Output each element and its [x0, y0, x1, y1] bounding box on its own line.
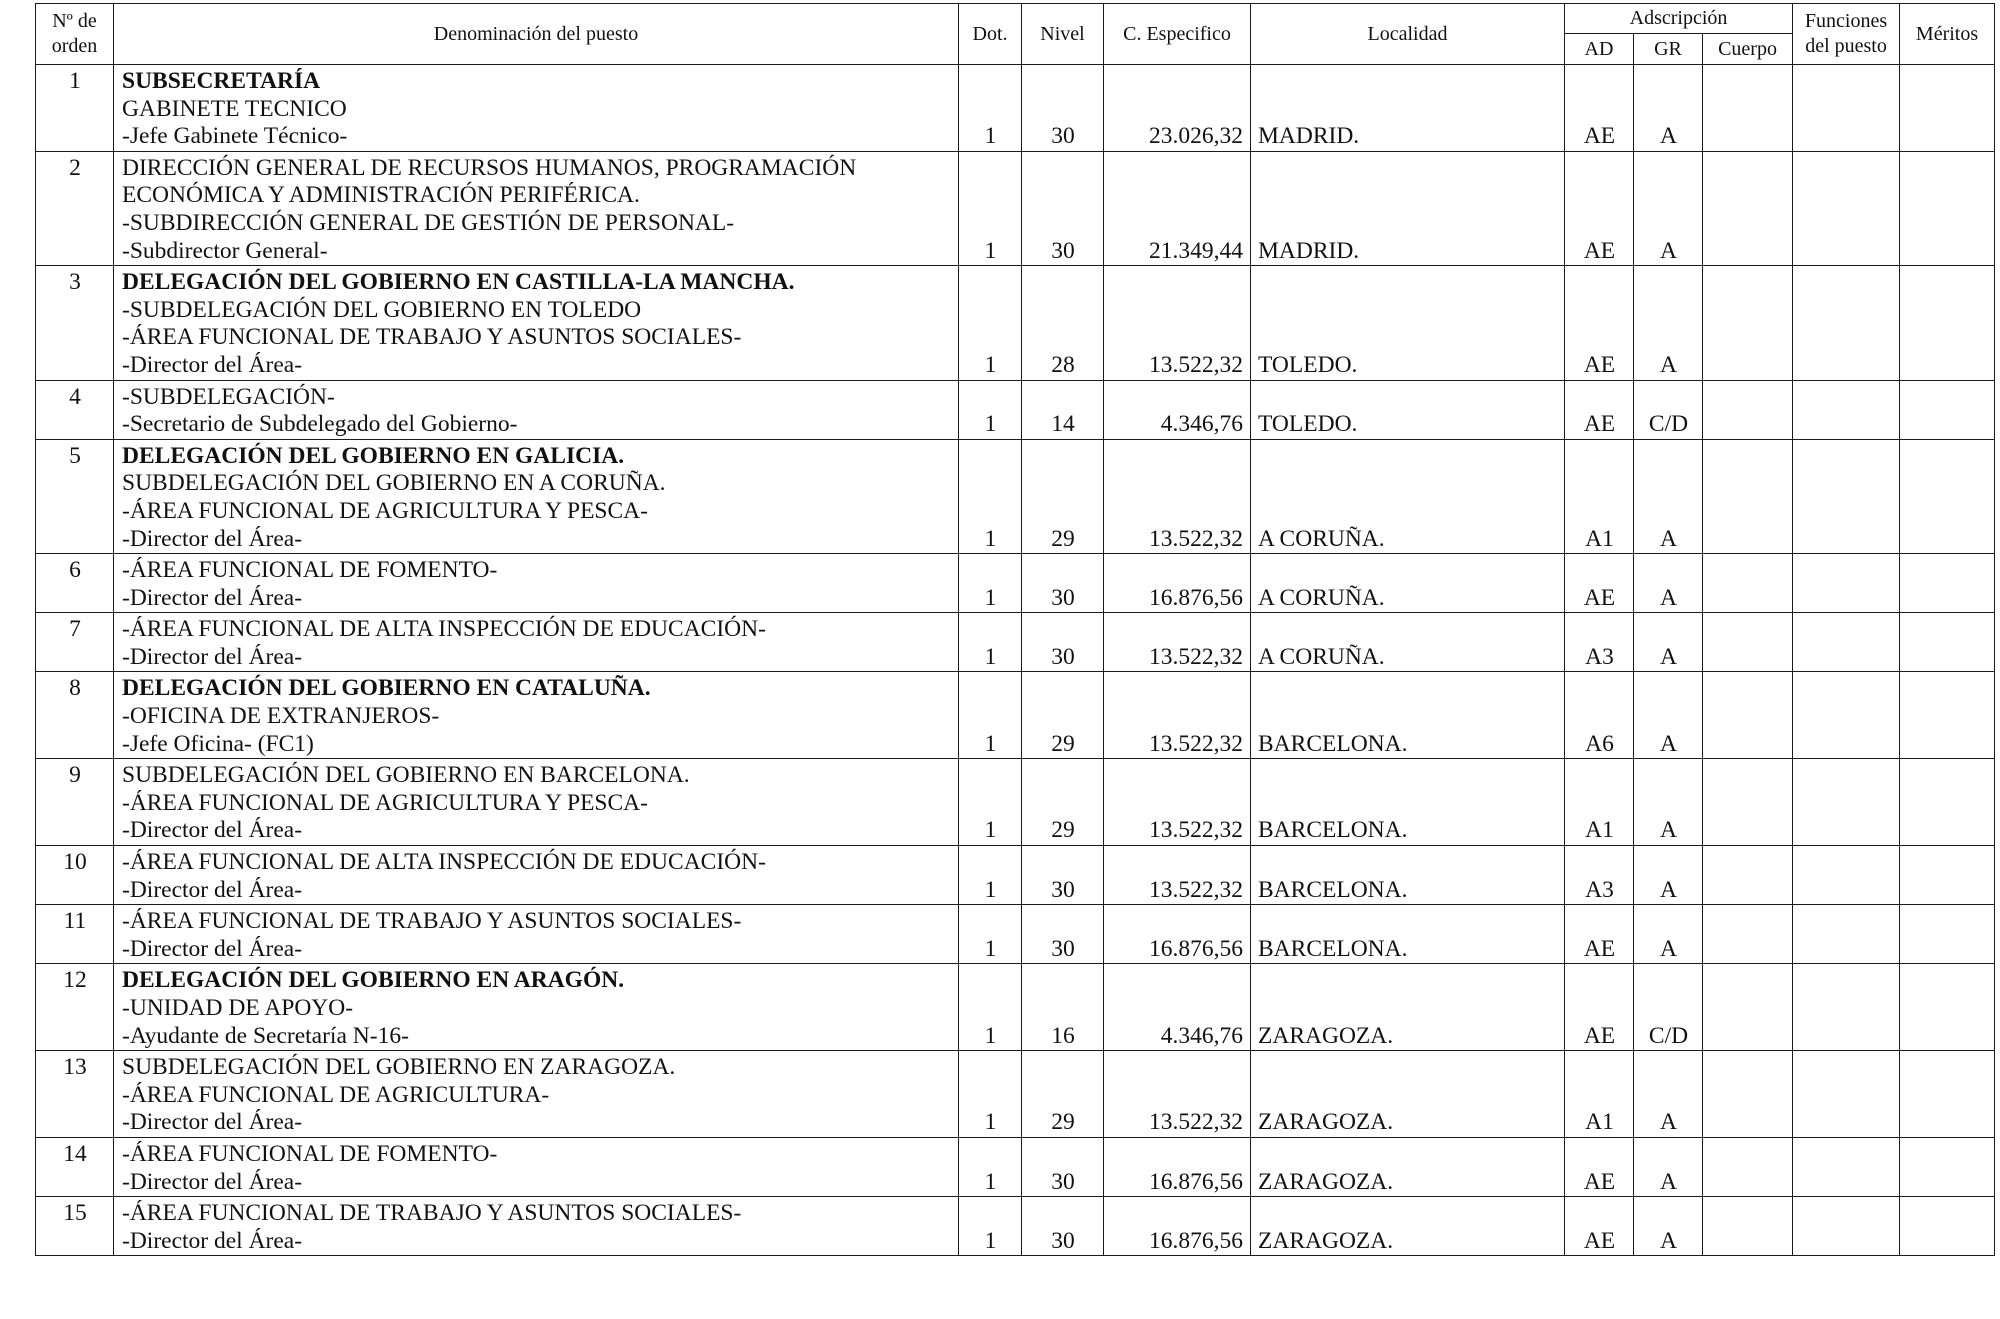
- denominacion-line: -SUBDELEGACIÓN DEL GOBIERNO EN TOLEDO: [122, 296, 642, 323]
- cell-meritos: [1900, 151, 1995, 265]
- cell-dot: 1: [959, 1197, 1022, 1256]
- denominacion-line: -ÁREA FUNCIONAL DE AGRICULTURA Y PESCA-: [122, 789, 648, 816]
- cell-ad: A1: [1565, 439, 1634, 553]
- cell-ad: A6: [1565, 672, 1634, 759]
- cell-orden: 5: [36, 439, 114, 553]
- cell-gr: C/D: [1634, 964, 1703, 1051]
- denominacion-line: SUBDELEGACIÓN DEL GOBIERNO EN A CORUÑA.: [122, 470, 666, 497]
- denominacion-line: -Director del Área-: [122, 1227, 303, 1254]
- table-row: [36, 1137, 1995, 1196]
- cell-funciones: [1793, 439, 1900, 553]
- cell-c-especifico: 16.876,56: [1104, 554, 1251, 613]
- table-row: [36, 964, 1995, 1051]
- denominacion-line: -Jefe Gabinete Técnico-: [122, 123, 348, 150]
- cell-orden: 11: [36, 905, 114, 964]
- cell-c-especifico: 13.522,32: [1104, 613, 1251, 672]
- cell-localidad: TOLEDO.: [1251, 380, 1565, 439]
- col-header-localidad: Localidad: [1251, 4, 1565, 65]
- cell-meritos: [1900, 266, 1995, 380]
- denominacion-line: -SUBDELEGACIÓN-: [122, 383, 335, 410]
- cell-localidad: ZARAGOZA.: [1251, 1051, 1565, 1138]
- col-header-adscripcion: Adscripción: [1565, 4, 1793, 34]
- col-header-gr: GR: [1634, 34, 1703, 65]
- cell-funciones: [1793, 1197, 1900, 1256]
- table-row: [36, 1051, 1995, 1138]
- cell-localidad: MADRID.: [1251, 65, 1565, 152]
- cell-localidad: A CORUÑA.: [1251, 439, 1565, 553]
- cell-nivel: 16: [1022, 964, 1104, 1051]
- cell-cuerpo: [1703, 151, 1793, 265]
- cell-dot: 1: [959, 439, 1022, 553]
- cell-ad: AE: [1565, 905, 1634, 964]
- table-row: [36, 380, 1995, 439]
- cell-ad: A3: [1565, 613, 1634, 672]
- cell-funciones: [1793, 613, 1900, 672]
- cell-funciones: [1793, 759, 1900, 846]
- cell-cuerpo: [1703, 964, 1793, 1051]
- cell-ad: AE: [1565, 1137, 1634, 1196]
- cell-orden: 8: [36, 672, 114, 759]
- cell-ad: AE: [1565, 266, 1634, 380]
- cell-dot: 1: [959, 759, 1022, 846]
- cell-c-especifico: 4.346,76: [1104, 964, 1251, 1051]
- table-row: [36, 439, 1995, 553]
- cell-meritos: [1900, 380, 1995, 439]
- cell-denominacion: [114, 613, 959, 672]
- table-row: [36, 1197, 1995, 1256]
- cell-ad: AE: [1565, 1197, 1634, 1256]
- cell-funciones: [1793, 1137, 1900, 1196]
- cell-dot: 1: [959, 151, 1022, 265]
- cell-localidad: BARCELONA.: [1251, 846, 1565, 905]
- cell-funciones: [1793, 964, 1900, 1051]
- cell-nivel: 30: [1022, 613, 1104, 672]
- cell-gr: C/D: [1634, 380, 1703, 439]
- cell-cuerpo: [1703, 905, 1793, 964]
- cell-meritos: [1900, 1137, 1995, 1196]
- cell-meritos: [1900, 672, 1995, 759]
- cell-denominacion: [114, 905, 959, 964]
- cell-cuerpo: [1703, 613, 1793, 672]
- col-header-dot: Dot.: [959, 4, 1022, 65]
- cell-ad: A3: [1565, 846, 1634, 905]
- cell-localidad: BARCELONA.: [1251, 905, 1565, 964]
- col-header-meritos: Méritos: [1900, 4, 1995, 65]
- cell-localidad: MADRID.: [1251, 151, 1565, 265]
- denominacion-line: -ÁREA FUNCIONAL DE AGRICULTURA Y PESCA-: [122, 497, 648, 524]
- denominacion-line: -Director del Área-: [122, 876, 303, 903]
- cell-gr: A: [1634, 905, 1703, 964]
- cell-nivel: 30: [1022, 151, 1104, 265]
- cell-orden: 13: [36, 1051, 114, 1138]
- cell-denominacion: [114, 964, 959, 1051]
- cell-localidad: ZARAGOZA.: [1251, 1137, 1565, 1196]
- cell-meritos: [1900, 759, 1995, 846]
- cell-dot: 1: [959, 905, 1022, 964]
- cell-cuerpo: [1703, 1197, 1793, 1256]
- cell-dot: 1: [959, 266, 1022, 380]
- cell-gr: A: [1634, 151, 1703, 265]
- cell-dot: 1: [959, 964, 1022, 1051]
- table-row: [36, 613, 1995, 672]
- cell-localidad: TOLEDO.: [1251, 266, 1565, 380]
- cell-denominacion: [114, 380, 959, 439]
- cell-gr: A: [1634, 266, 1703, 380]
- cell-ad: A1: [1565, 759, 1634, 846]
- cell-cuerpo: [1703, 266, 1793, 380]
- cell-funciones: [1793, 151, 1900, 265]
- denominacion-line: -Ayudante de Secretaría N-16-: [122, 1022, 409, 1049]
- cell-c-especifico: 13.522,32: [1104, 846, 1251, 905]
- cell-c-especifico: 13.522,32: [1104, 672, 1251, 759]
- table-header: [36, 4, 1995, 65]
- table-row: [36, 846, 1995, 905]
- cell-c-especifico: 21.349,44: [1104, 151, 1251, 265]
- cell-nivel: 14: [1022, 380, 1104, 439]
- cell-gr: A: [1634, 1051, 1703, 1138]
- cell-denominacion: [114, 846, 959, 905]
- table-body: [36, 65, 1995, 1256]
- cell-meritos: [1900, 554, 1995, 613]
- col-header-nivel: Nivel: [1022, 4, 1104, 65]
- cell-nivel: 29: [1022, 1051, 1104, 1138]
- cell-nivel: 30: [1022, 554, 1104, 613]
- cell-c-especifico: 13.522,32: [1104, 266, 1251, 380]
- denominacion-line: -ÁREA FUNCIONAL DE TRABAJO Y ASUNTOS SOCIALES-: [122, 324, 742, 351]
- cell-meritos: [1900, 964, 1995, 1051]
- cell-ad: AE: [1565, 380, 1634, 439]
- cell-dot: 1: [959, 65, 1022, 152]
- denominacion-line: -ÁREA FUNCIONAL DE FOMENTO-: [122, 1140, 498, 1167]
- cell-localidad: ZARAGOZA.: [1251, 964, 1565, 1051]
- denominacion-line: -Director del Área-: [122, 584, 303, 611]
- cell-c-especifico: 23.026,32: [1104, 65, 1251, 152]
- denominacion-line: -Director del Área-: [122, 525, 303, 552]
- col-header-denominacion: Denominación del puesto: [114, 4, 959, 65]
- col-header-ad: AD: [1565, 34, 1634, 65]
- cell-meritos: [1900, 1051, 1995, 1138]
- cell-dot: 1: [959, 846, 1022, 905]
- cell-nivel: 29: [1022, 672, 1104, 759]
- cell-orden: 6: [36, 554, 114, 613]
- cell-orden: 2: [36, 151, 114, 265]
- denominacion-line: DIRECCIÓN GENERAL DE RECURSOS HUMANOS, PROGRAMACIÓN: [122, 154, 857, 181]
- cell-c-especifico: 4.346,76: [1104, 380, 1251, 439]
- cell-funciones: [1793, 554, 1900, 613]
- cell-ad: AE: [1565, 554, 1634, 613]
- denominacion-line: -Secretario de Subdelegado del Gobierno-: [122, 411, 518, 438]
- posts-table: [35, 3, 1995, 1256]
- cell-orden: 3: [36, 266, 114, 380]
- cell-gr: A: [1634, 759, 1703, 846]
- cell-cuerpo: [1703, 554, 1793, 613]
- cell-ad: AE: [1565, 65, 1634, 152]
- denominacion-line: DELEGACIÓN DEL GOBIERNO EN CASTILLA-LA MANCHA.: [122, 269, 795, 296]
- cell-denominacion: [114, 439, 959, 553]
- table-row: [36, 151, 1995, 265]
- denominacion-line: -ÁREA FUNCIONAL DE AGRICULTURA-: [122, 1081, 550, 1108]
- cell-cuerpo: [1703, 439, 1793, 553]
- cell-denominacion: [114, 1051, 959, 1138]
- cell-funciones: [1793, 266, 1900, 380]
- cell-orden: 7: [36, 613, 114, 672]
- cell-gr: A: [1634, 613, 1703, 672]
- cell-gr: A: [1634, 65, 1703, 152]
- denominacion-line: DELEGACIÓN DEL GOBIERNO EN ARAGÓN.: [122, 967, 625, 994]
- cell-meritos: [1900, 439, 1995, 553]
- cell-orden: 15: [36, 1197, 114, 1256]
- denominacion-line: SUBDELEGACIÓN DEL GOBIERNO EN ZARAGOZA.: [122, 1054, 676, 1081]
- denominacion-line: -Director del Área-: [122, 643, 303, 670]
- denominacion-line: -UNIDAD DE APOYO-: [122, 995, 354, 1021]
- cell-funciones: [1793, 65, 1900, 152]
- cell-dot: 1: [959, 554, 1022, 613]
- cell-orden: 1: [36, 65, 114, 152]
- cell-c-especifico: 13.522,32: [1104, 1051, 1251, 1138]
- cell-cuerpo: [1703, 65, 1793, 152]
- cell-gr: A: [1634, 846, 1703, 905]
- cell-funciones: [1793, 846, 1900, 905]
- denominacion-line: -Subdirector General-: [122, 237, 328, 264]
- table-row: [36, 672, 1995, 759]
- cell-orden: 10: [36, 846, 114, 905]
- denominacion-line: -ÁREA FUNCIONAL DE ALTA INSPECCIÓN DE EDUCACIÓN-: [122, 849, 766, 876]
- denominacion-line: SUBSECRETARÍA: [122, 68, 321, 94]
- cell-orden: 4: [36, 380, 114, 439]
- denominacion-line: ECONÓMICA Y ADMINISTRACIÓN PERIFÉRICA.: [122, 182, 640, 209]
- cell-ad: AE: [1565, 964, 1634, 1051]
- denominacion-line: -Director del Área-: [122, 1109, 303, 1136]
- table-row: [36, 266, 1995, 380]
- cell-dot: 1: [959, 380, 1022, 439]
- denominacion-line: -Director del Área-: [122, 351, 303, 378]
- cell-orden: 9: [36, 759, 114, 846]
- cell-c-especifico: 13.522,32: [1104, 759, 1251, 846]
- cell-denominacion: [114, 672, 959, 759]
- cell-nivel: 30: [1022, 905, 1104, 964]
- cell-localidad: A CORUÑA.: [1251, 554, 1565, 613]
- cell-localidad: A CORUÑA.: [1251, 613, 1565, 672]
- cell-cuerpo: [1703, 1137, 1793, 1196]
- col-header-funciones: Funciones del puesto: [1793, 4, 1900, 65]
- denominacion-line: -ÁREA FUNCIONAL DE ALTA INSPECCIÓN DE EDUCACIÓN-: [122, 616, 766, 643]
- cell-nivel: 30: [1022, 1197, 1104, 1256]
- cell-denominacion: [114, 1137, 959, 1196]
- denominacion-line: -ÁREA FUNCIONAL DE FOMENTO-: [122, 557, 498, 584]
- cell-meritos: [1900, 65, 1995, 152]
- cell-nivel: 28: [1022, 266, 1104, 380]
- cell-denominacion: [114, 65, 959, 152]
- cell-c-especifico: 13.522,32: [1104, 439, 1251, 553]
- denominacion-line: -Director del Área-: [122, 1168, 303, 1195]
- cell-denominacion: [114, 759, 959, 846]
- cell-denominacion: [114, 1197, 959, 1256]
- cell-nivel: 30: [1022, 846, 1104, 905]
- cell-funciones: [1793, 672, 1900, 759]
- cell-nivel: 29: [1022, 759, 1104, 846]
- cell-gr: A: [1634, 672, 1703, 759]
- cell-nivel: 29: [1022, 439, 1104, 553]
- denominacion-line: -ÁREA FUNCIONAL DE TRABAJO Y ASUNTOS SOCIALES-: [122, 908, 742, 935]
- denominacion-line: DELEGACIÓN DEL GOBIERNO EN GALICIA.: [122, 442, 625, 469]
- cell-meritos: [1900, 1197, 1995, 1256]
- cell-c-especifico: 16.876,56: [1104, 1197, 1251, 1256]
- cell-gr: A: [1634, 554, 1703, 613]
- cell-cuerpo: [1703, 672, 1793, 759]
- table-row: [36, 65, 1995, 152]
- table-row: [36, 905, 1995, 964]
- cell-cuerpo: [1703, 1051, 1793, 1138]
- cell-dot: 1: [959, 1137, 1022, 1196]
- cell-gr: A: [1634, 439, 1703, 553]
- cell-orden: 12: [36, 964, 114, 1051]
- cell-cuerpo: [1703, 846, 1793, 905]
- cell-c-especifico: 16.876,56: [1104, 1137, 1251, 1196]
- cell-localidad: ZARAGOZA.: [1251, 1197, 1565, 1256]
- cell-localidad: BARCELONA.: [1251, 759, 1565, 846]
- cell-denominacion: [114, 554, 959, 613]
- denominacion-line: -Director del Área-: [122, 935, 303, 962]
- table-row: [36, 759, 1995, 846]
- cell-funciones: [1793, 1051, 1900, 1138]
- denominacion-line: -OFICINA DE EXTRANJEROS-: [122, 703, 440, 730]
- cell-localidad: BARCELONA.: [1251, 672, 1565, 759]
- denominacion-line: DELEGACIÓN DEL GOBIERNO EN CATALUÑA.: [122, 675, 651, 702]
- cell-dot: 1: [959, 613, 1022, 672]
- col-header-c-especifico: C. Especifico: [1104, 4, 1251, 65]
- cell-ad: AE: [1565, 151, 1634, 265]
- cell-gr: A: [1634, 1197, 1703, 1256]
- denominacion-line: GABINETE TECNICO: [122, 95, 347, 122]
- cell-meritos: [1900, 846, 1995, 905]
- table-row: [36, 554, 1995, 613]
- col-header-orden: Nº de orden: [36, 4, 114, 65]
- cell-nivel: 30: [1022, 65, 1104, 152]
- denominacion-line: SUBDELEGACIÓN DEL GOBIERNO EN BARCELONA.: [122, 762, 690, 789]
- cell-ad: A1: [1565, 1051, 1634, 1138]
- denominacion-line: -ÁREA FUNCIONAL DE TRABAJO Y ASUNTOS SOCIALES-: [122, 1200, 742, 1227]
- cell-dot: 1: [959, 1051, 1022, 1138]
- cell-funciones: [1793, 905, 1900, 964]
- cell-funciones: [1793, 380, 1900, 439]
- denominacion-line: -Director del Área-: [122, 817, 303, 844]
- col-header-cuerpo: Cuerpo: [1703, 34, 1793, 65]
- cell-dot: 1: [959, 672, 1022, 759]
- denominacion-line: -Jefe Oficina- (FC1): [122, 730, 314, 757]
- cell-cuerpo: [1703, 380, 1793, 439]
- cell-cuerpo: [1703, 759, 1793, 846]
- cell-meritos: [1900, 905, 1995, 964]
- cell-denominacion: [114, 266, 959, 380]
- cell-gr: A: [1634, 1137, 1703, 1196]
- denominacion-line: -SUBDIRECCIÓN GENERAL DE GESTIÓN DE PERSONAL-: [122, 209, 735, 236]
- cell-denominacion: [114, 151, 959, 265]
- cell-meritos: [1900, 613, 1995, 672]
- cell-c-especifico: 16.876,56: [1104, 905, 1251, 964]
- cell-orden: 14: [36, 1137, 114, 1196]
- cell-nivel: 30: [1022, 1137, 1104, 1196]
